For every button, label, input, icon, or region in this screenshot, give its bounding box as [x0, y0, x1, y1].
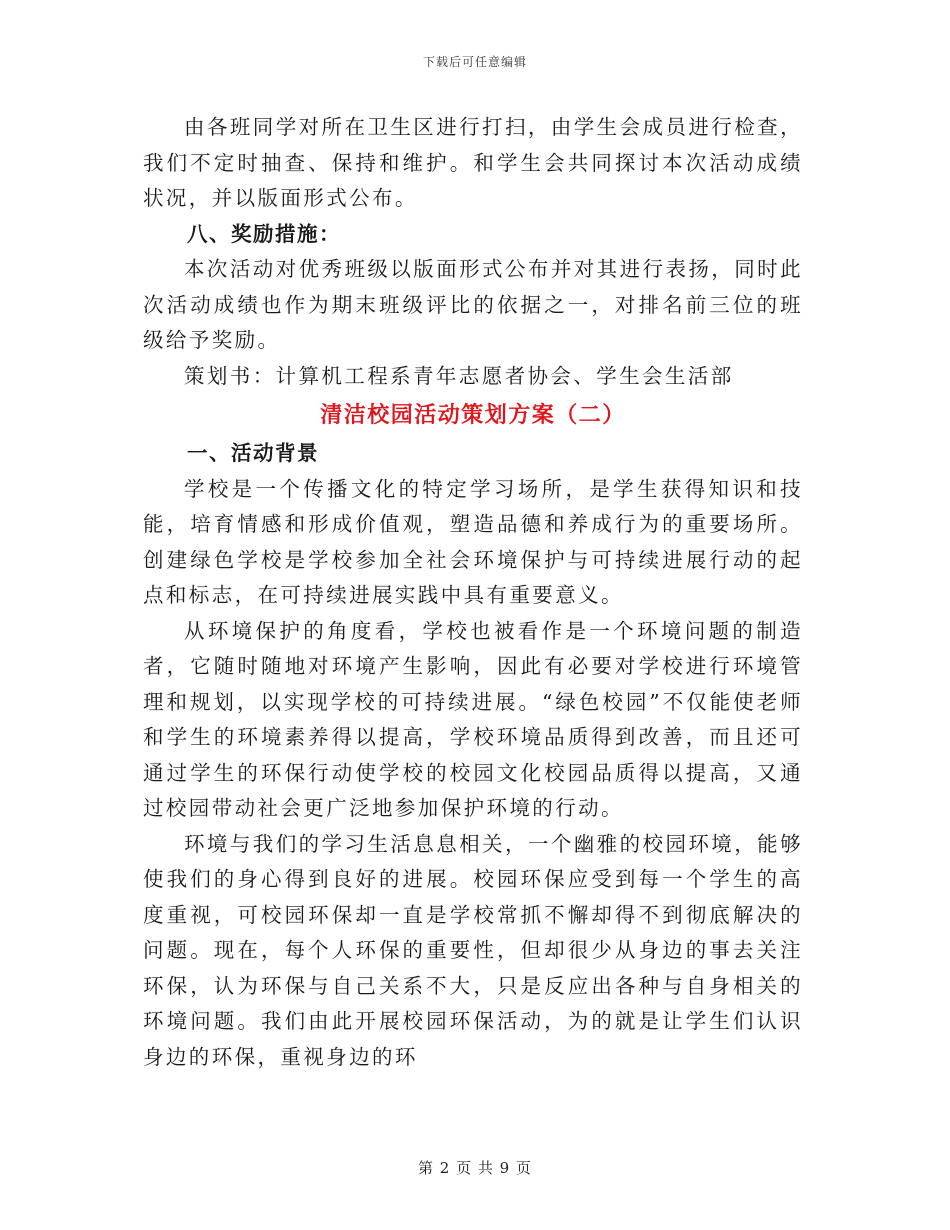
document-title-part-two: 清洁校园活动策划方案（二）	[320, 403, 626, 428]
paragraph-background-1: 学校是一个传播文化的特定学习场所，是学生获得知识和技能，培育情感和形成价值观，塑造品德和养成行为的重要场所。创建绿色学校是学校参加全社会环境保护与可持续进展行动的起点和标志，在可持续进展实践中具有重要意义。	[143, 476, 803, 607]
page-number: 第 2 页 共 9 页	[418, 1159, 532, 1177]
section-heading-background: 一、活动背景	[187, 441, 319, 465]
paragraph-planner: 策划书：计算机工程系青年志愿者协会、学生会生活部	[184, 363, 734, 388]
paragraph-background-3: 环境与我们的学习生活息息相关，一个幽雅的校园环境，能够使我们的身心得到良好的进展。校园环保应受到每一个学生的高度重视，可校园环保却一直是学校常抓不懈却得不到彻底解决的问题。现在，每个人环保的重要性，但却很少从身边的事去关注环保，认为环保与自己关系不大，只是反应出各种与自身相关的环境问题。我们由此开展校园环保活动，为的就是让学生们认识身边的环保，重视身边的环	[143, 831, 803, 1069]
document-body	[143, 110, 803, 1075]
paragraph-inspection: 由各班同学对所在卫生区进行打扫，由学生会成员进行检查，我们不定时抽查、保持和维护。和学生会共同探讨本次活动成绩状况，并以版面形式公布。	[143, 115, 803, 210]
section-heading-rewards: 八、奖励措施：	[187, 221, 341, 246]
paragraph-background-2: 从环境保护的角度看，学校也被看作是一个环境问题的制造者，它随时随地对环境产生影响，因此有必要对学校进行环境管理和规划，以实现学校的可持续进展。“绿色校园”不仅能使老师和学生的环境素养得以提高，学校环境品质得到改善，而且还可通过学生的环保行动使学校的校园文化校园品质得以提高，又通过校园带动社会更广泛地参加保护环境的行动。	[143, 618, 803, 820]
paragraph-rewards: 本次活动对优秀班级以版面形式公布并对其进行表扬，同时此次活动成绩也作为期末班级评比的依据之一，对排名前三位的班级给予奖励。	[143, 257, 803, 352]
page-header-note: 下载后可任意编辑	[422, 55, 527, 69]
